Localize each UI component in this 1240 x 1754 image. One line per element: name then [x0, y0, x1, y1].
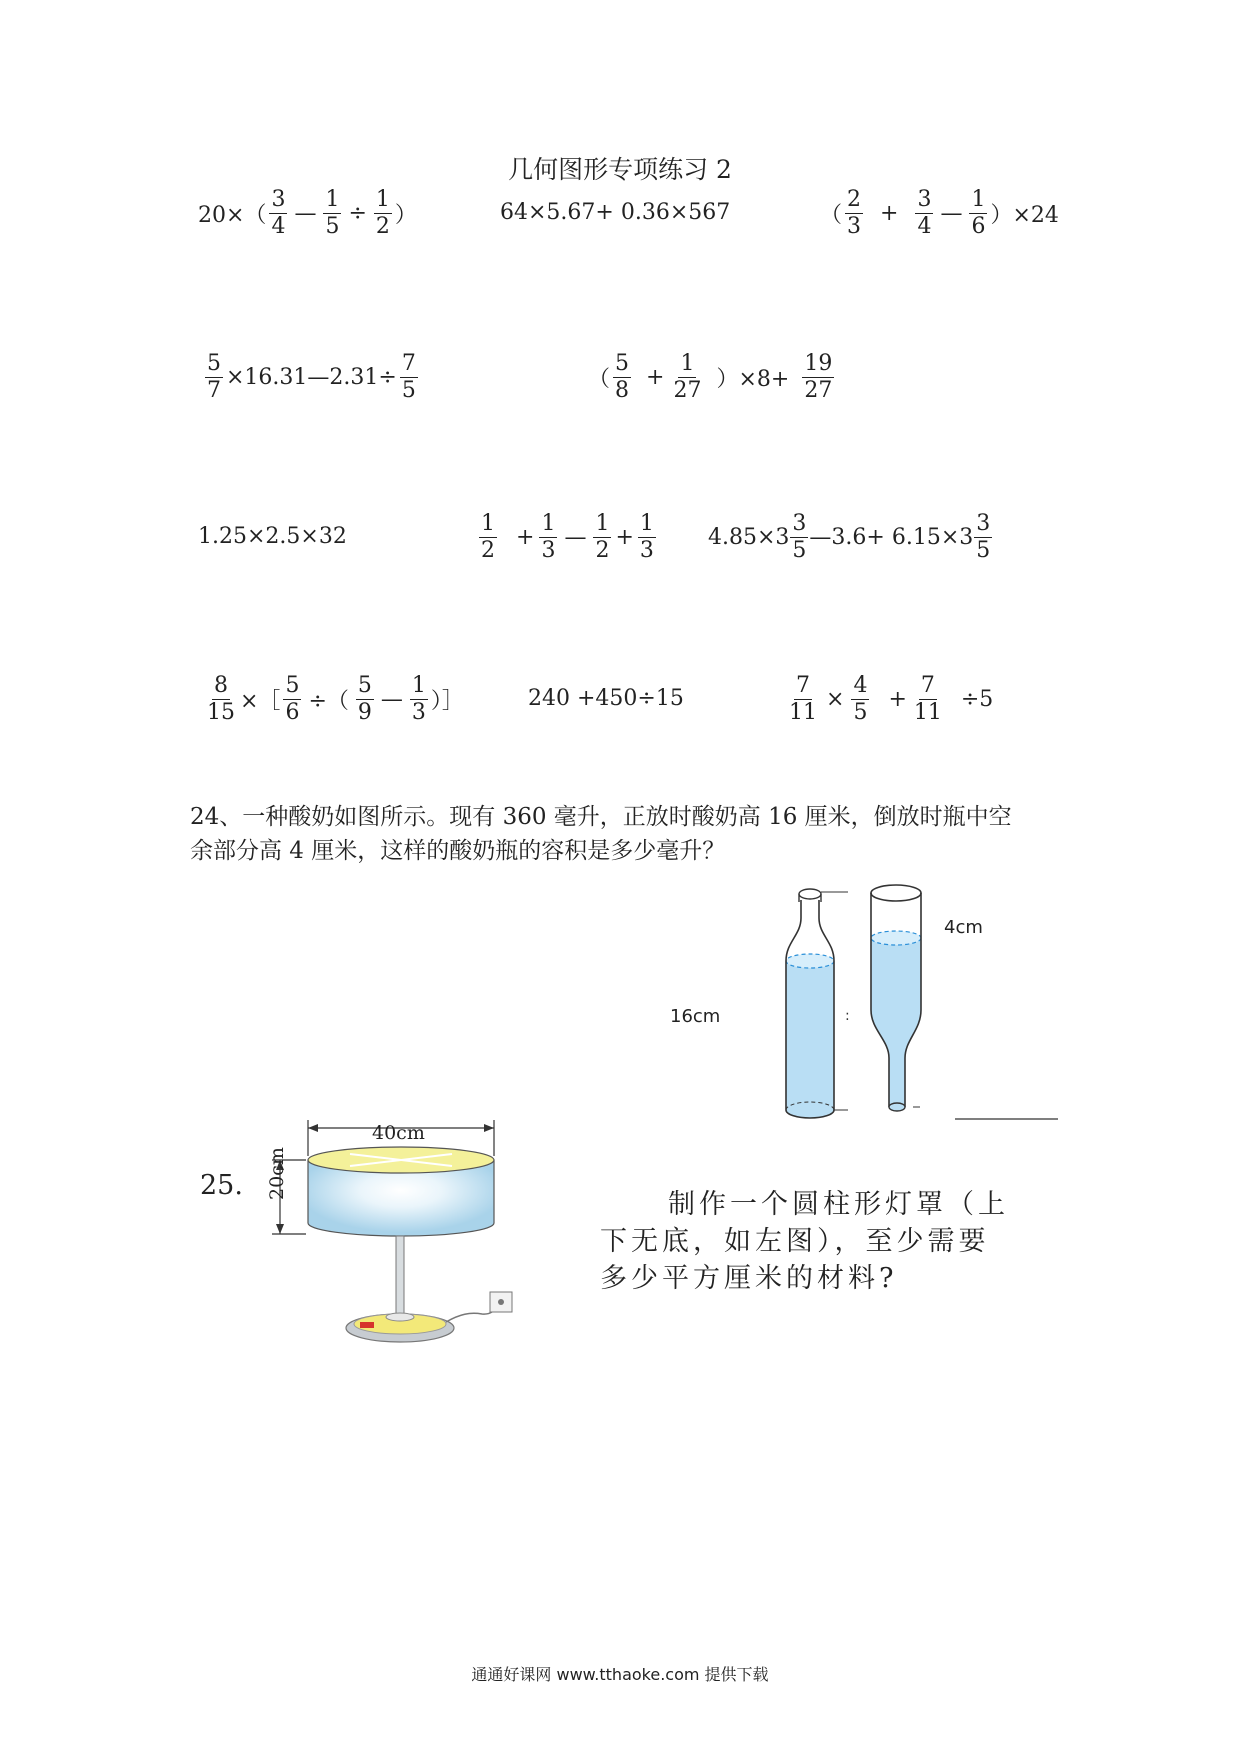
expression-2	[500, 200, 730, 225]
fraction: $\frac{1}{5}$	[325, 187, 340, 240]
upright-base	[786, 1110, 834, 1118]
fraction: $\frac{1}{6}$	[971, 187, 986, 240]
fraction: $\frac{7}{11}$	[913, 673, 942, 726]
fraction: $\frac{5}{8}$	[615, 351, 630, 404]
expression-10	[528, 686, 684, 711]
question-25-number: 25.	[200, 1170, 243, 1201]
expression-5	[588, 352, 837, 403]
fraction: $\frac{3}{4}$	[271, 187, 286, 240]
operator: ÷（	[308, 689, 349, 715]
page-title: 几何图形专项练习 2	[508, 155, 732, 184]
label-4cm: 4cm	[944, 917, 983, 938]
fraction: $\frac{1}{2}$	[595, 511, 610, 564]
operator: +	[888, 687, 907, 713]
operator: +	[615, 525, 634, 551]
svg-text::: :	[845, 1008, 850, 1024]
question-25-line2: 下无底，如左图），至少需要	[600, 1226, 990, 1257]
inverted-cap	[889, 1103, 905, 1111]
question-25-line3: 多少平方厘米的材料?	[600, 1263, 898, 1294]
inverted-top-opening	[871, 885, 921, 901]
fraction: $\frac{7}{5}$	[401, 351, 416, 404]
expr-text: ×［	[240, 689, 281, 715]
expression-3	[820, 188, 1059, 239]
operator: —	[294, 201, 317, 227]
fraction: $\frac{3}{4}$	[917, 187, 932, 240]
expr-text: 240 +450÷15	[528, 686, 684, 711]
inverted-liquid-surface	[871, 931, 921, 945]
fraction: $\frac{1}{2}$	[481, 511, 495, 564]
fraction: $\frac{19}{27}$	[804, 351, 833, 404]
fraction: $\frac{3}{5}$	[976, 511, 991, 564]
lamp-stand	[396, 1236, 404, 1316]
operator: ）×8+	[716, 367, 790, 393]
fraction: $\frac{1}{3}$	[541, 511, 556, 564]
expr-text: ×16.31—2.31÷	[226, 365, 397, 391]
expr-text: —3.6+ 6.15×3	[809, 525, 974, 551]
expr-text: （	[588, 367, 611, 393]
inverted-liquid	[871, 938, 921, 1107]
lampshade-figure	[260, 1118, 530, 1368]
operator: +	[646, 365, 665, 391]
expression-1	[198, 188, 417, 239]
upright-liquid-surface	[786, 954, 834, 968]
yogurt-bottle-figure	[740, 880, 1070, 1140]
expression-8	[708, 512, 993, 563]
operator: —	[940, 201, 963, 227]
label-16cm: 16cm	[670, 1006, 721, 1027]
fraction: $\frac{7}{11}$	[789, 673, 817, 726]
fraction: $\frac{1}{27}$	[673, 351, 702, 404]
expression-7	[476, 512, 659, 563]
lamp-switch	[360, 1322, 374, 1328]
expr-text: 1.25×2.5×32	[198, 524, 347, 549]
upright-liquid	[786, 961, 834, 1110]
expr-text: （	[820, 203, 843, 229]
upright-bottle	[786, 889, 850, 1118]
expr-text: ）×24	[990, 203, 1059, 229]
expr-text: 4.85×3	[708, 525, 790, 551]
fraction: $\frac{5}{9}$	[357, 673, 372, 726]
expression-9	[202, 674, 464, 725]
operator: +	[516, 525, 535, 551]
fraction: $\frac{8}{15}$	[207, 673, 235, 726]
fraction: $\frac{4}{5}$	[853, 673, 868, 726]
label-20cm: 20cm	[266, 1147, 288, 1200]
fraction: $\frac{1}{3}$	[639, 511, 654, 564]
label-40cm: 40cm	[372, 1122, 425, 1144]
expression-11	[784, 674, 997, 725]
expr-text: 64×5.67+ 0.36×567	[500, 200, 731, 225]
operator: +	[880, 201, 899, 227]
expr-text: ）	[394, 203, 417, 229]
expression-6	[198, 524, 347, 549]
operator: —	[380, 687, 403, 713]
question-25-line1: 制作一个圆柱形灯罩（上	[668, 1189, 1009, 1220]
fraction: $\frac{5}{6}$	[285, 673, 300, 726]
footer-source: 通通好课网 www.tthaoke.com 提供下载	[471, 1665, 769, 1684]
question-24-line1: 24、一种酸奶如图所示。现有 360 毫升，正放时酸奶高 16 厘米，倒放时瓶中空	[190, 804, 1012, 830]
expression-4	[202, 352, 421, 403]
expr-text: ÷5	[960, 687, 994, 713]
fraction: $\frac{3}{5}$	[792, 511, 807, 564]
upright-cap	[799, 889, 821, 899]
fraction: $\frac{2}{3}$	[847, 187, 862, 240]
operator: ÷	[348, 201, 367, 227]
fraction: $\frac{1}{2}$	[375, 187, 390, 240]
expr-text: 20×（	[198, 203, 267, 229]
expr-text: ）］	[430, 689, 464, 715]
question-24-line2: 余部分高 4 厘米，这样的酸奶瓶的容积是多少毫升？	[190, 838, 726, 864]
operator: —	[564, 525, 587, 551]
operator: ×	[826, 687, 845, 713]
fraction: $\frac{5}{7}$	[207, 351, 221, 404]
fraction: $\frac{1}{3}$	[411, 673, 426, 726]
